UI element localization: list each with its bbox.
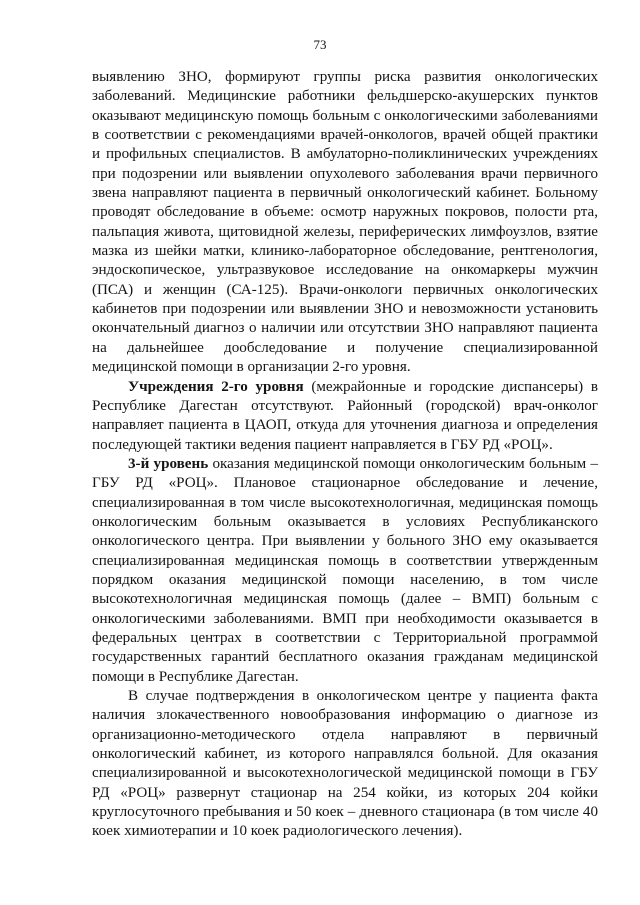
paragraph-1-text: выявлению ЗНО, формируют группы риска развития онкологических заболеваний. Медицинские работники фельдшерско-акушерских пунктов оказывают медицинскую помощь больным с онкологическими заболеваниями в соответствии с рекомендациями врачей-онкологов, врачей общей практики и профильных специалистов. В амбулаторно-поликлинических учреждениях при подозрении или выявлении опухолевого заболевания врачи первичного звена направляют пациента в первичный онкологический кабинет. Больному проводят обследование в объеме: осмотр наружных покровов, полости рта, пальпация живота, щитовидной железы, периферических лимфоузлов, взятие мазка из шейки матки, клинико-лабораторное обследование, рентгенология, эндоскопическое, ультразвуковое исследование на онкомаркеры мужчин (ПСА) и женщин (СА-125). Врачи-онкологи первичных онкологических кабинетов при подозрении или выявлении ЗНО и невозможности установить окончательный диагноз о наличии или отсутствии ЗНО направляют пациента на дальнейшее дообследование и получение специализированной медицинской помощи в организации 2-го уровня.: [92, 69, 598, 376]
document-body: [92, 68, 598, 842]
paragraph-2-heading: Учреждения 2-го уровня: [128, 378, 304, 395]
paragraph-4-text: В случае подтверждения в онкологическом центре у пациента факта наличия злокачественного новообразования информацию о диагнозе из организационно-методического отдела направляют в первичный онкологический кабинет, из которого направлялся больной. Для оказания специализированной и высокотехнологической медицинской помощи в ГБУ РД «РОЦ» развернут стационар на 254 койки, из которых 204 койки круглосуточного пребывания и 50 коек – дневного стационара (в том числе 40 коек химиотерапии и 10 коек радиологического лечения).: [92, 688, 598, 840]
paragraph-2: [92, 378, 598, 455]
paragraph-3-heading: 3-й уровень: [128, 455, 209, 472]
paragraph-3-text: оказания медицинской помощи онкологическим больным – ГБУ РД «РОЦ». Плановое стационарное обследование и лечение, специализированная в том числе высокотехнологичная, медицинская помощь онкологическим больным оказывается в условиях Республиканского онкологического центра. При выявлении у больного ЗНО ему оказывается специализированная медицинская помощь в соответствии утвержденным порядком оказания медицинской помощи населению, в том числе высокотехнологичная медицинская помощь (далее – ВМП) больным с онкологическими заболеваниями. ВМП при необходимости оказывается в федеральных центрах в соответствии с Территориальной программой государственных гарантий бесплатного оказания гражданам медицинской помощи в Республике Дагестан.: [92, 455, 598, 685]
page-number: 73: [313, 37, 327, 52]
paragraph-4: [92, 687, 598, 842]
paragraph-2-text: (межрайонные и городские диспансеры) в Республике Дагестан отсутствуют. Районный (городской) врач-онколог направляет пациента в ЦАОП, откуда для уточнения диагноза и определения последующей тактики ведения пациент направляется в ГБУ РД «РОЦ».: [92, 378, 598, 453]
paragraph-3: [92, 455, 598, 687]
paragraph-1: [92, 68, 598, 378]
